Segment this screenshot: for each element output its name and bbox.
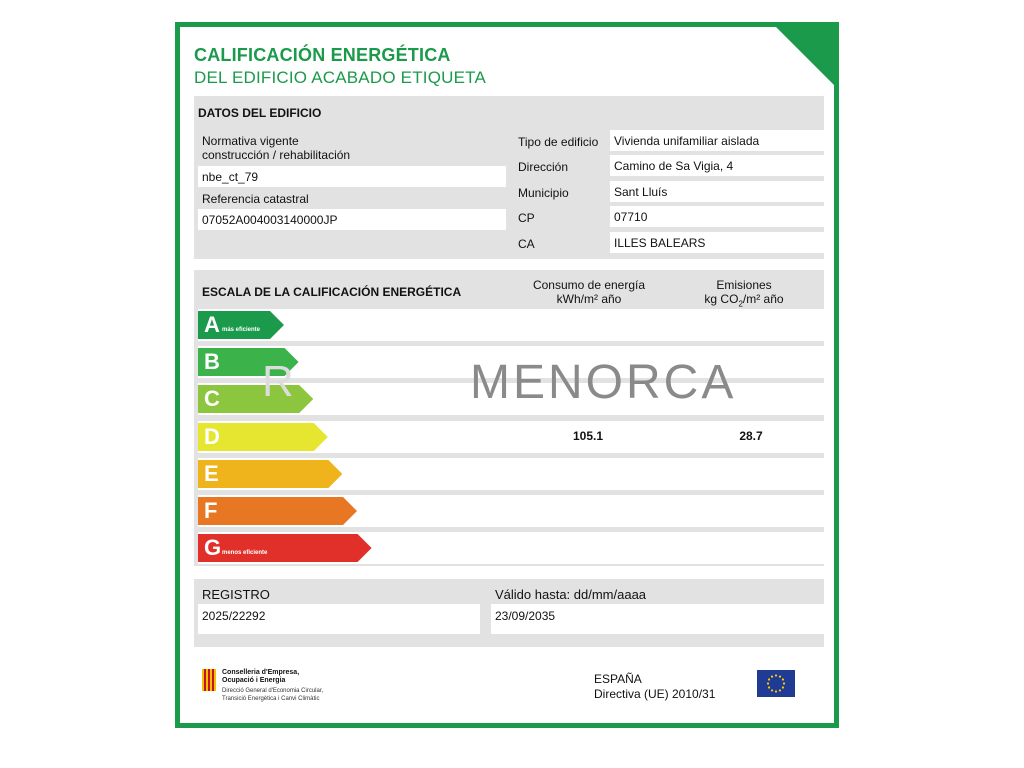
scale-row-e xyxy=(198,458,824,490)
eu-flag-icon xyxy=(757,670,795,697)
valido-value: 23/09/2035 xyxy=(491,604,824,634)
class-arrow-e xyxy=(198,460,342,488)
dept-name: Direcció General d'Economia Circular, Transició Energètica i Canvi Climàtic xyxy=(222,688,324,702)
class-sublabel: más eficiente xyxy=(222,327,261,333)
emisiones-unit: kg $CO_2/m^2$ año xyxy=(704,292,784,309)
valido-label: Válido hasta: dd/mm/aaaa xyxy=(495,587,647,602)
building-data-header: DATOS DEL EDIFICIO xyxy=(198,106,322,120)
energy-label-card xyxy=(175,22,839,728)
referencia-label: Referencia catastral xyxy=(202,192,309,206)
class-arrow-a xyxy=(198,311,284,339)
watermark-faint-logo: R xyxy=(262,357,294,406)
class-arrow-g xyxy=(198,534,372,562)
registration-panel xyxy=(194,579,824,647)
direccion-label: Dirección xyxy=(518,160,569,174)
watermark-text: MENORCA xyxy=(470,356,737,409)
title-line-1: CALIFICACIÓN ENERGÉTICA xyxy=(194,45,451,65)
municipio-value: Sant Lluís xyxy=(610,181,824,202)
org-name: Conselleria d'Empresa, Ocupació i Energia xyxy=(222,669,300,684)
normativa-label-1: Normativa vigente xyxy=(202,134,299,148)
scale-row-g xyxy=(198,532,824,564)
consumo-value: 105.1 xyxy=(572,428,604,443)
shield-icon xyxy=(202,669,216,691)
normativa-label-2: construcción / rehabilitación xyxy=(202,148,351,162)
class-letter: C xyxy=(204,386,220,412)
referencia-value: 07052A004003140000JP xyxy=(198,209,506,230)
energy-scale-header: ESCALA DE LA CALIFICACIÓN ENERGÉTICA xyxy=(202,285,462,299)
class-letter: A xyxy=(204,312,220,337)
country-text: ESPAÑA xyxy=(594,672,642,686)
directive-text: Directiva (UE) 2010/31 xyxy=(594,687,716,701)
consumo-column-header xyxy=(514,278,664,306)
municipio-label: Municipio xyxy=(518,186,569,200)
energy-scale-panel xyxy=(194,270,824,566)
class-arrow-f xyxy=(198,497,357,525)
class-arrow-c xyxy=(198,385,313,413)
scale-row-f xyxy=(198,495,824,527)
class-letter: G xyxy=(204,535,222,561)
registro-value: 2025/22292 xyxy=(198,604,480,634)
normativa-value: nbe_ct_79 xyxy=(198,166,506,187)
consumo-label: Consumo de energía xyxy=(532,278,646,292)
direccion-value: Camino de Sa Vigia, 4 xyxy=(610,155,824,176)
corner-decoration xyxy=(774,25,836,87)
class-letter: F xyxy=(204,498,218,523)
tipo-value: Vivienda unifamiliar aislada xyxy=(610,130,824,151)
scale-row-d xyxy=(198,421,824,453)
registro-label: REGISTRO xyxy=(202,587,270,602)
emisiones-value: 28.7 xyxy=(739,428,763,443)
cp-label: CP xyxy=(518,211,535,225)
tipo-label: Tipo de edificio xyxy=(518,135,599,149)
emisiones-column-header xyxy=(674,278,814,311)
ca-label: CA xyxy=(518,237,535,251)
ca-value: ILLES BALEARS xyxy=(610,232,824,253)
scale-row-a xyxy=(198,309,824,341)
country-directive xyxy=(594,672,715,702)
consumo-unit: kWh/m² año xyxy=(556,292,622,306)
cp-value: 07710 xyxy=(610,206,824,227)
title-line-2: DEL EDIFICIO ACABADO ETIQUETA xyxy=(194,68,487,87)
class-letter: D xyxy=(204,423,220,449)
class-letter: E xyxy=(204,460,219,486)
class-arrow-d xyxy=(198,423,328,451)
class-sublabel: menos eficiente xyxy=(222,550,268,557)
class-letter: B xyxy=(204,349,220,375)
building-data-panel xyxy=(194,96,824,259)
emisiones-label: Emisiones xyxy=(716,278,772,292)
